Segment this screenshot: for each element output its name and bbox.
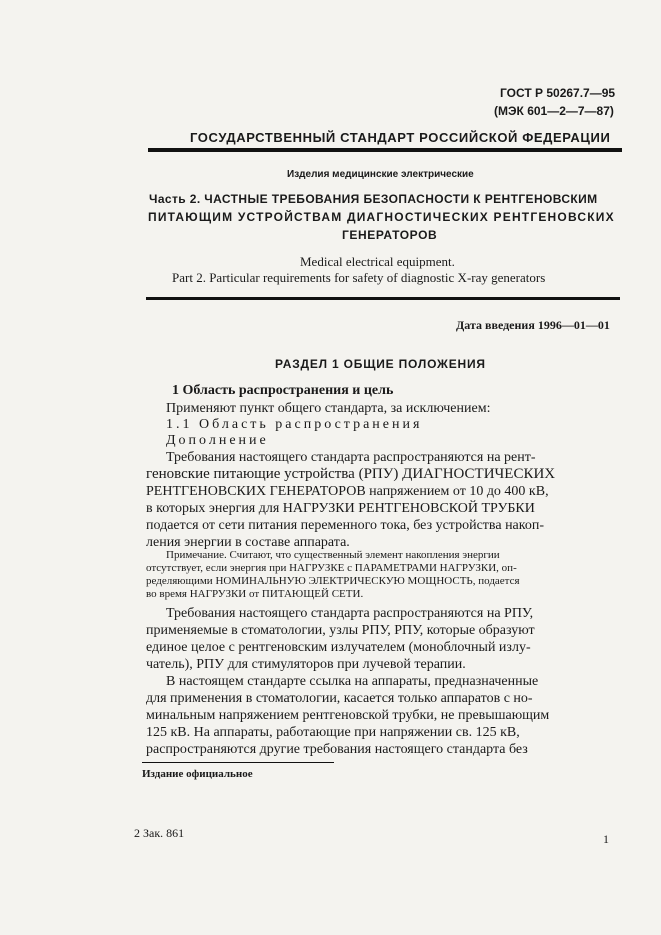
english-title-line-2: Part 2. Particular requirements for safety of diagnostic X-ray generators <box>172 270 546 285</box>
note-line: Примечание. Считают, что существенный элемент накопления энергии <box>166 549 500 561</box>
text-line: чатель), РПУ для стимуляторов при лучевой терапии. <box>146 657 466 672</box>
part-title-line-3: ГЕНЕРАТОРОВ <box>342 228 438 242</box>
text-line: подается от сети питания переменного тока, без устройства накоп- <box>146 518 545 533</box>
text-line: применяемые в стоматологии, узлы РПУ, РПУ, которые образуют <box>146 623 535 638</box>
clause-heading: 1 Область распространения и цель <box>172 383 394 398</box>
section-title: РАЗДЕЛ 1 ОБЩИЕ ПОЛОЖЕНИЯ <box>275 357 486 371</box>
title-rule <box>146 297 620 300</box>
category-title: Изделия медицинские электрические <box>287 169 474 180</box>
page-number: 1 <box>603 832 609 846</box>
text-line: единое целое с рентгеновским излучателем (моноблочный излу- <box>146 640 531 655</box>
iec-reference: (МЭК 601—2—7—87) <box>494 104 614 118</box>
part-title-line-1: Часть 2. ЧАСТНЫЕ ТРЕБОВАНИЯ БЕЗОПАСНОСТИ К РЕНТГЕНОВСКИМ <box>149 192 598 206</box>
edition-label: Издание официальное <box>142 768 253 780</box>
authority-title: ГОСУДАРСТВЕННЫЙ СТАНДАРТ РОССИЙСКОЙ ФЕДЕРАЦИИ <box>190 130 611 145</box>
text-line: РЕНТГЕНОВСКИХ ГЕНЕРАТОРОВ напряжением от 10 до 400 кВ, <box>146 484 549 499</box>
applicability-line: Применяют пункт общего стандарта, за исключением: <box>166 401 491 416</box>
paragraph-dental <box>146 605 616 673</box>
text-line: В настоящем стандарте ссылка на аппараты, предназначенные <box>166 674 539 689</box>
paragraph-scope <box>146 449 616 551</box>
text-line: ления энергии в составе аппарата. <box>146 535 350 550</box>
addition-label: Дополнение <box>166 433 269 448</box>
introduction-date: Дата введения 1996—01—01 <box>456 318 610 332</box>
text-line: Требования настоящего стандарта распространяются на РПУ, <box>166 606 534 621</box>
subclause-heading: 1.1 Область распространения <box>166 417 423 432</box>
standard-id: ГОСТ Р 50267.7—95 <box>500 86 616 100</box>
note-line: отсутствует, если энергия при НАГРУЗКЕ с ПАРАМЕТРАМИ НАГРУЗКИ, оп- <box>146 562 517 574</box>
text-line: Требования настоящего стандарта распространяются на рент- <box>166 450 536 465</box>
text-line: геновские питающие устройства (РПУ) ДИАГНОСТИЧЕСКИХ <box>146 466 556 482</box>
footer-rule <box>142 762 334 763</box>
note-block <box>146 549 616 601</box>
text-line: минальным напряжением рентгеновской трубки, не превышающим <box>146 708 550 723</box>
header-rule <box>148 148 622 152</box>
text-line: 125 кВ. На аппараты, работающие при напряжении св. 125 кВ, <box>146 725 520 740</box>
paragraph-reference <box>146 673 616 758</box>
english-title-line-1: Medical electrical equipment. <box>300 254 455 269</box>
text-line: распространяются другие требования настоящего стандарта без <box>146 742 528 757</box>
part-title-line-2: ПИТАЮЩИМ УСТРОЙСТВАМ ДИАГНОСТИЧЕСКИХ РЕНТГЕНОВСКИХ <box>148 210 615 224</box>
order-number: 2 Зак. 861 <box>134 826 185 840</box>
text-line: для применения в стоматологии, касается только аппаратов с но- <box>146 691 533 706</box>
note-line: ределяющими НОМИНАЛЬНУЮ ЭЛЕКТРИЧЕСКУЮ МОЩНОСТЬ, подается <box>146 575 520 587</box>
text-line: в которых энергия для НАГРУЗКИ РЕНТГЕНОВСКОЙ ТРУБКИ <box>146 501 535 516</box>
note-line: во время НАГРУЗКИ от ПИТАЮЩЕЙ СЕТИ. <box>146 588 364 600</box>
